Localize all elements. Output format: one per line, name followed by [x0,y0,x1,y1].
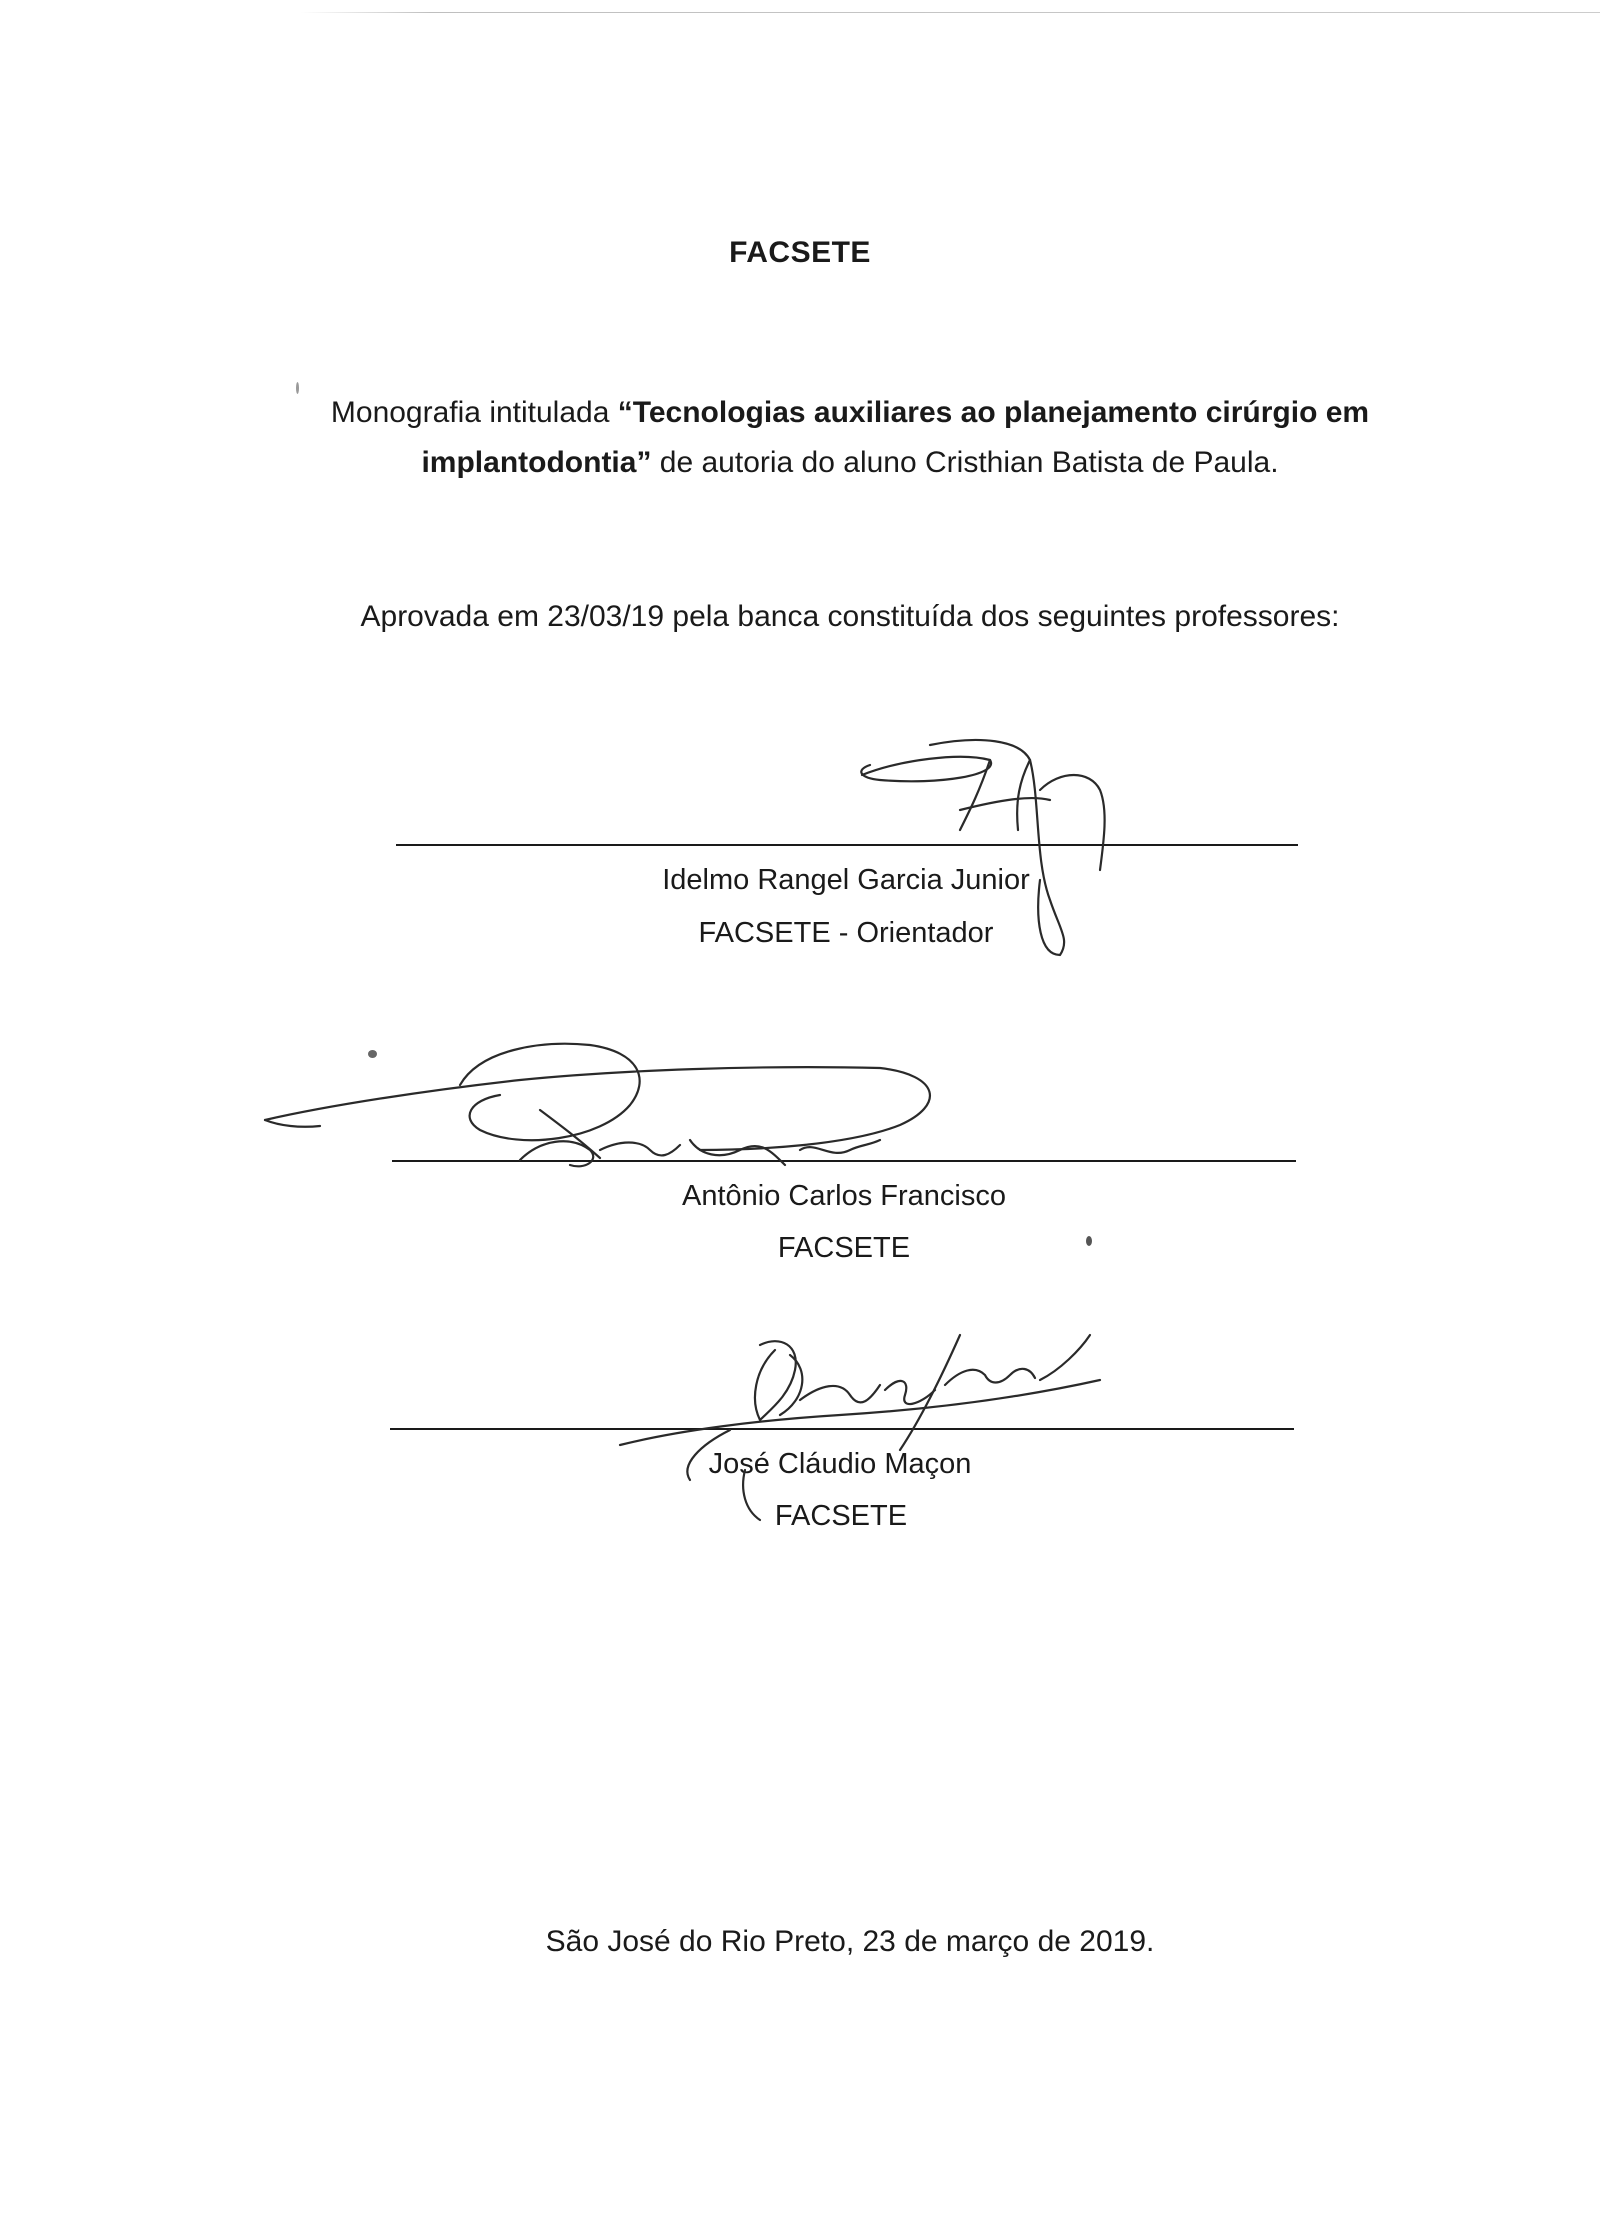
monograph-statement [300,388,1400,488]
scan-edge [300,12,1600,13]
intro-prefix: Monografia intitulada [330,396,618,429]
monograph-title: “Tecnologias auxiliares ao planejamento cirúrgio em implantodontia” [421,396,1370,479]
scan-speck [1086,1236,1092,1246]
committee-member-role-3: FACSETE [774,1500,908,1532]
committee-member-role-2: FACSETE [777,1232,911,1264]
intro-suffix: de autoria do aluno Cristhian Batista de Paula. [651,446,1279,479]
committee-member-role-1: FACSETE - Orientador [698,917,994,949]
scan-speck [296,382,299,394]
signature-line-2 [392,1160,1296,1162]
committee-member-name-2: Antônio Carlos Francisco [682,1180,1006,1212]
scan-speck [368,1050,377,1058]
approval-statement: Aprovada em 23/03/19 pela banca constituída dos seguintes professores: [360,600,1340,633]
place-and-date: São José do Rio Preto, 23 de março de 2019. [545,1925,1155,1958]
institution-header: FACSETE [729,236,871,269]
signature-line-3 [390,1428,1294,1430]
signature-2-drawing [265,1044,930,1167]
committee-member-name-3: José Cláudio Maçon [708,1448,972,1480]
signature-line-1 [396,844,1298,846]
committee-member-name-1: Idelmo Rangel Garcia Junior [662,864,1030,896]
